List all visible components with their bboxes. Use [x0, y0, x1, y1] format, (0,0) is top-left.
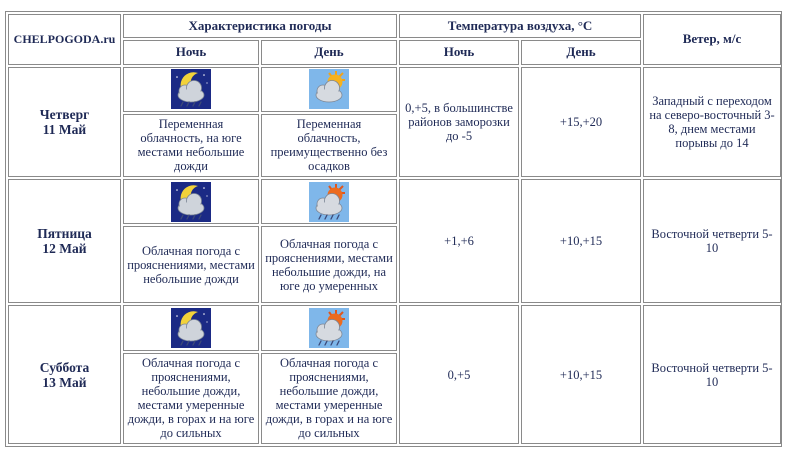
day-label	[8, 67, 121, 177]
night-moon-cloud-rain-icon	[171, 182, 211, 222]
air-temperature-header: Температура воздуха, °C	[399, 14, 641, 38]
day-icon-cell	[261, 67, 397, 113]
night-moon-cloud-rain-icon	[171, 69, 211, 109]
day-description: Облачная погода с прояснениями, небольшие дожди, местами умеренные дожди, в горах и на юге до сильных	[261, 353, 397, 444]
weather-day-header: День	[261, 40, 397, 64]
night-description: Облачная погода с прояснениями, небольшие дожди, местами умеренные дожди, в горах и на юге до сильных	[123, 353, 259, 444]
night-icon-cell	[123, 179, 259, 225]
night-description: Переменная облачность, на юге местами небольшие дожди	[123, 114, 259, 177]
weather-characteristic-header: Характеристика погоды	[123, 14, 397, 38]
wind: Западный с переходом на северо-восточный 3-8, днем местами порывы до 14	[643, 67, 781, 177]
weekday: Четверг	[39, 106, 90, 122]
wind: Восточной четверти 5-10	[643, 305, 781, 444]
wind-header: Ветер, м/с	[643, 14, 781, 65]
temp-day: +10,+15	[521, 179, 641, 303]
temp-night-header: Ночь	[399, 40, 519, 64]
weather-night-header: Ночь	[123, 40, 259, 64]
day-label	[8, 179, 121, 303]
temp-day: +10,+15	[521, 305, 641, 444]
day-label	[8, 305, 121, 444]
temp-day-header: День	[521, 40, 641, 64]
night-icon-cell	[123, 67, 259, 113]
weekday: Пятница	[37, 226, 92, 242]
sun-cloud-rain-icon	[309, 182, 349, 222]
day-description: Облачная погода с прояснениями, местами небольшие дожди, на юге до умеренных	[261, 226, 397, 303]
temp-night: +1,+6	[399, 179, 519, 303]
temp-day: +15,+20	[521, 67, 641, 177]
sun-cloud-rain-icon	[309, 308, 349, 348]
sun-cloud-icon	[309, 69, 349, 109]
day-icon-cell	[261, 305, 397, 351]
day-icon-cell	[261, 179, 397, 225]
temp-night: 0,+5	[399, 305, 519, 444]
temp-night: 0,+5, в большинстве районов заморозки до -5	[399, 67, 519, 177]
forecast-table-frame	[5, 11, 782, 447]
weekday: Суббота	[39, 359, 90, 375]
wind: Восточной четверти 5-10	[643, 179, 781, 303]
date: 13 Май	[42, 374, 87, 390]
date: 11 Май	[42, 121, 87, 137]
night-icon-cell	[123, 305, 259, 351]
date: 12 Май	[42, 241, 87, 257]
night-moon-cloud-rain-icon	[171, 308, 211, 348]
night-description: Облачная погода с прояснениями, местами небольшие дожди	[123, 226, 259, 303]
forecast-table	[6, 12, 783, 446]
site-name: CHELPOGODA.ru	[8, 14, 121, 65]
day-description: Переменная облачность, преимущественно без осадков	[261, 114, 397, 177]
